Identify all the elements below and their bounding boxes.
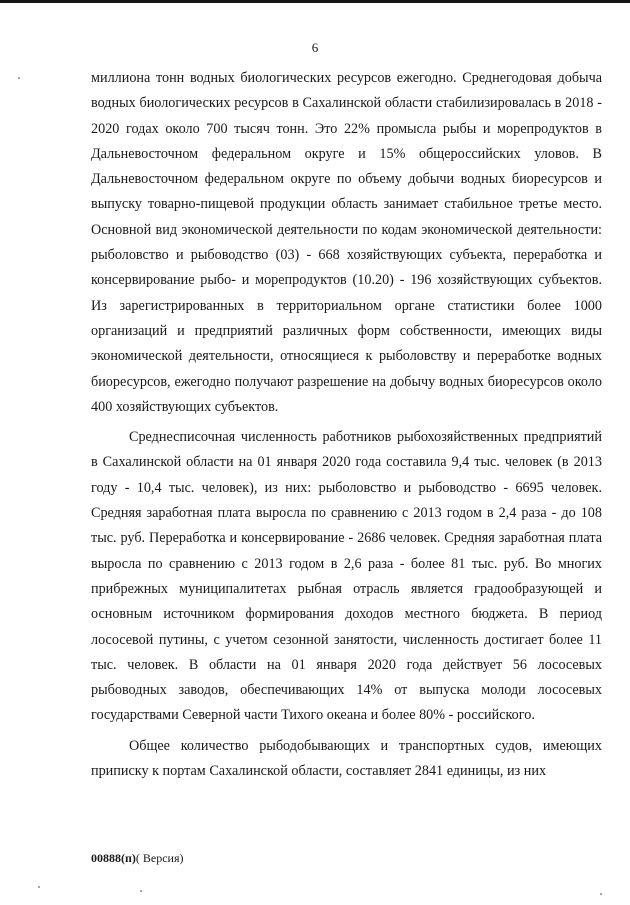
page-number: 6 xyxy=(311,40,319,55)
paragraph-3: Общее количество рыбодобывающих и транспортных судов, имеющих приписку к портам Сахалинской области, составляет 2841 единицы, из них xyxy=(91,737,602,780)
scan-speck xyxy=(140,890,142,892)
document-body xyxy=(91,66,602,784)
scan-top-edge xyxy=(0,0,630,3)
document-version: ( Версия) xyxy=(135,851,184,865)
document-code: 00888(п) xyxy=(91,851,136,865)
paragraph-2: Среднесписочная численность работников рыбохозяйственных предприятий в Сахалинской области на 01 января 2020 года составила 9,4 тыс. человек (в 2013 году - 10,4 тыс. человек), из них: рыболовство и рыбоводство - 6695 человек. Средняя заработная плата выросла по сравнению с 2013 годом в 2,4 раза - до 108 тыс. руб. Переработка и консервирование - 2686 человек. Средняя заработная плата выросла по сравнению с 2013 годом в 2,6 раза - более 81 тыс. руб. Во многих прибрежных муниципалитетах рыбная отрасль является градообразующей и основным источником формирования доходов местного бюджета. В период лососевой путины, с учетом сезонной занятости, численность достигает более 11 тыс. человек. В области на 01 января 2020 года действует 56 лососевых рыбоводных заводов, обеспечивающих 14% от выпуска молоди лососевых государствами Северной части Тихого океана и более 80% - российского. xyxy=(91,429,602,724)
document-footer xyxy=(91,851,184,866)
paragraph-1: миллиона тонн водных биологических ресурсов ежегодно. Среднегодовая добыча водных биологических ресурсов в Сахалинской области стабилизировалась в 2018 - 2020 годах около 700 тысяч тонн. Это 22% промысла рыбы и морепродуктов в Дальневосточном федеральном округе и 15% общероссийских уловов. В Дальневосточном федеральном округе по объему добычи водных биоресурсов и выпуску товарно-пищевой продукции область занимает стабильное третье место. Основной вид экономической деятельности по кодам экономической деятельности: рыболовство и рыбоводство (03) - 668 хозяйствующих субъекта, переработка и консервирование рыбо- и морепродуктов (10.20) - 196 хозяйствующих субъектов. Из зарегистрированных в территориальном органе статистики более 1000 организаций и предприятий различных форм собственности, имеющих виды экономической деятельности, относящиеся к рыболовству и переработке водных биоресурсов, ежегодно получают разрешение на добычу водных биоресурсов около 400 хозяйствующих субъектов. xyxy=(91,70,602,415)
scan-speck xyxy=(600,893,602,895)
scan-speck xyxy=(38,886,40,888)
scan-speck xyxy=(18,77,20,79)
